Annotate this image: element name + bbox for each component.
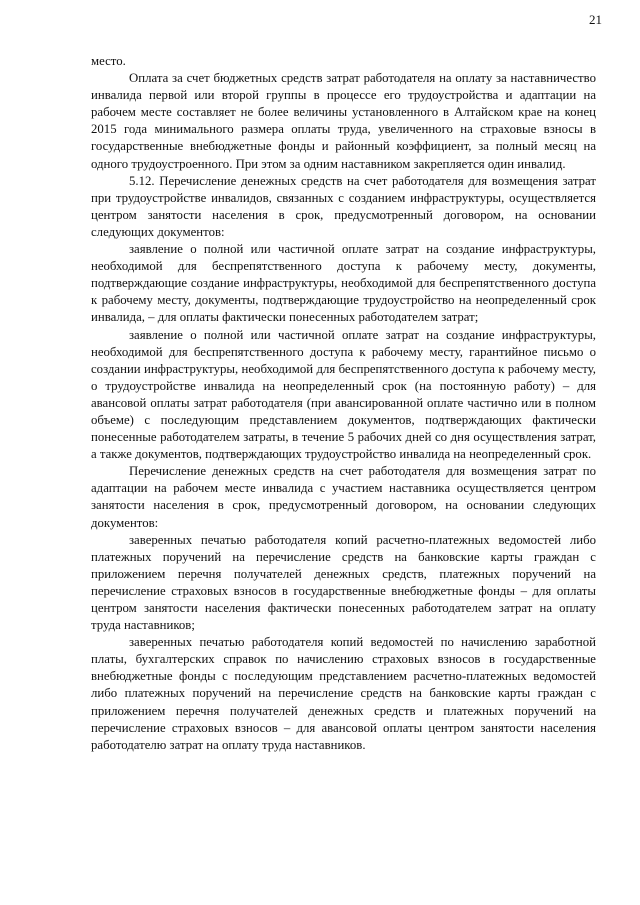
- document-body: [91, 53, 596, 754]
- paragraph-mentor-advance: заверенных печатью работодателя копий ведомостей по начислению заработной платы, бухгалтерских справок по начислению страховых взносов в государственные внебюджетные фонды с последующим представлением расчетно-платежных ведомостей либо платежных поручений на перечисление средств на банковские карты граждан с приложением перечня получателей денежных средств и платежных поручений на перечисление страховых взносов – для авансовой оплаты центром занятости населения работодателю затрат на оплату труда наставников.: [91, 635, 596, 752]
- paragraph-infrastructure-actual: заявление о полной или частичной оплате затрат на создание инфраструктуры, необходимой для беспрепятственного доступа к рабочему месту, документы, подтверждающие создание инфраструктуры, необходимой для беспрепятственного доступа к рабочему месту, документы, подтверждающие трудоустройство на неопределенный срок инвалида, – для оплаты фактически понесенных работодателем затрат;: [91, 242, 596, 325]
- paragraph-mentor-payment: Оплата за счет бюджетных средств затрат работодателя на оплату за наставничество инвалида первой или второй группы в процессе его трудоустройства и адаптации на рабочем месте составляет не более величины установленного в Алтайском крае на конец 2015 года минимального размера оплаты труда, увеличенного на страховые взносы в государственные внебюджетные фонды и районный коэффициент, за полный месяц на одного трудоустроенного. При этом за одним наставником закрепляется один инвалид.: [91, 71, 596, 171]
- paragraph-infrastructure-advance: заявление о полной или частичной оплате затрат на создание инфраструктуры, необходимой для беспрепятственного доступа к рабочему месту, гарантийное письмо о создании инфраструктуры, необходимой для беспрепятственного доступа к рабочему месту, о трудоустройстве инвалида на неопределенный срок (на постоянную работу) – для авансовой оплаты затрат работодателя (при авансированной оплате частично или в полном объеме) с последующим представлением документов, подтверждающих фактически понесенные работодателем затраты, в течение 5 рабочих дней со дня осуществления затрат, а также документов, подтверждающих трудоустройство инвалида на неопределенный срок.: [91, 327, 596, 462]
- page-number: 21: [589, 12, 602, 27]
- paragraph-mentor-transfer: Перечисление денежных средств на счет работодателя для возмещения затрат по адаптации на рабочем месте инвалида с участием наставника осуществляется центром занятости населения в срок, предусмотренный договором, на основании следующих документов:: [91, 464, 596, 530]
- paragraph-5-12: 5.12. Перечисление денежных средств на счет работодателя для возмещения затрат при трудоустройстве инвалидов, связанных с созданием инфраструктуры, осуществляется центром занятости населения в срок, предусмотренный договором, на основании следующих документов:: [91, 173, 596, 239]
- paragraph-continuation: место.: [91, 54, 126, 68]
- paragraph-mentor-actual: заверенных печатью работодателя копий расчетно-платежных ведомостей либо платежных поручений на перечисление средств на банковские карты граждан с приложением перечня получателей денежных средств, платежных поручений на перечисление страховых взносов в государственные внебюджетные фонды – для оплаты центром занятости населения фактически понесенных работодателем затрат на оплату труда наставников;: [91, 532, 596, 633]
